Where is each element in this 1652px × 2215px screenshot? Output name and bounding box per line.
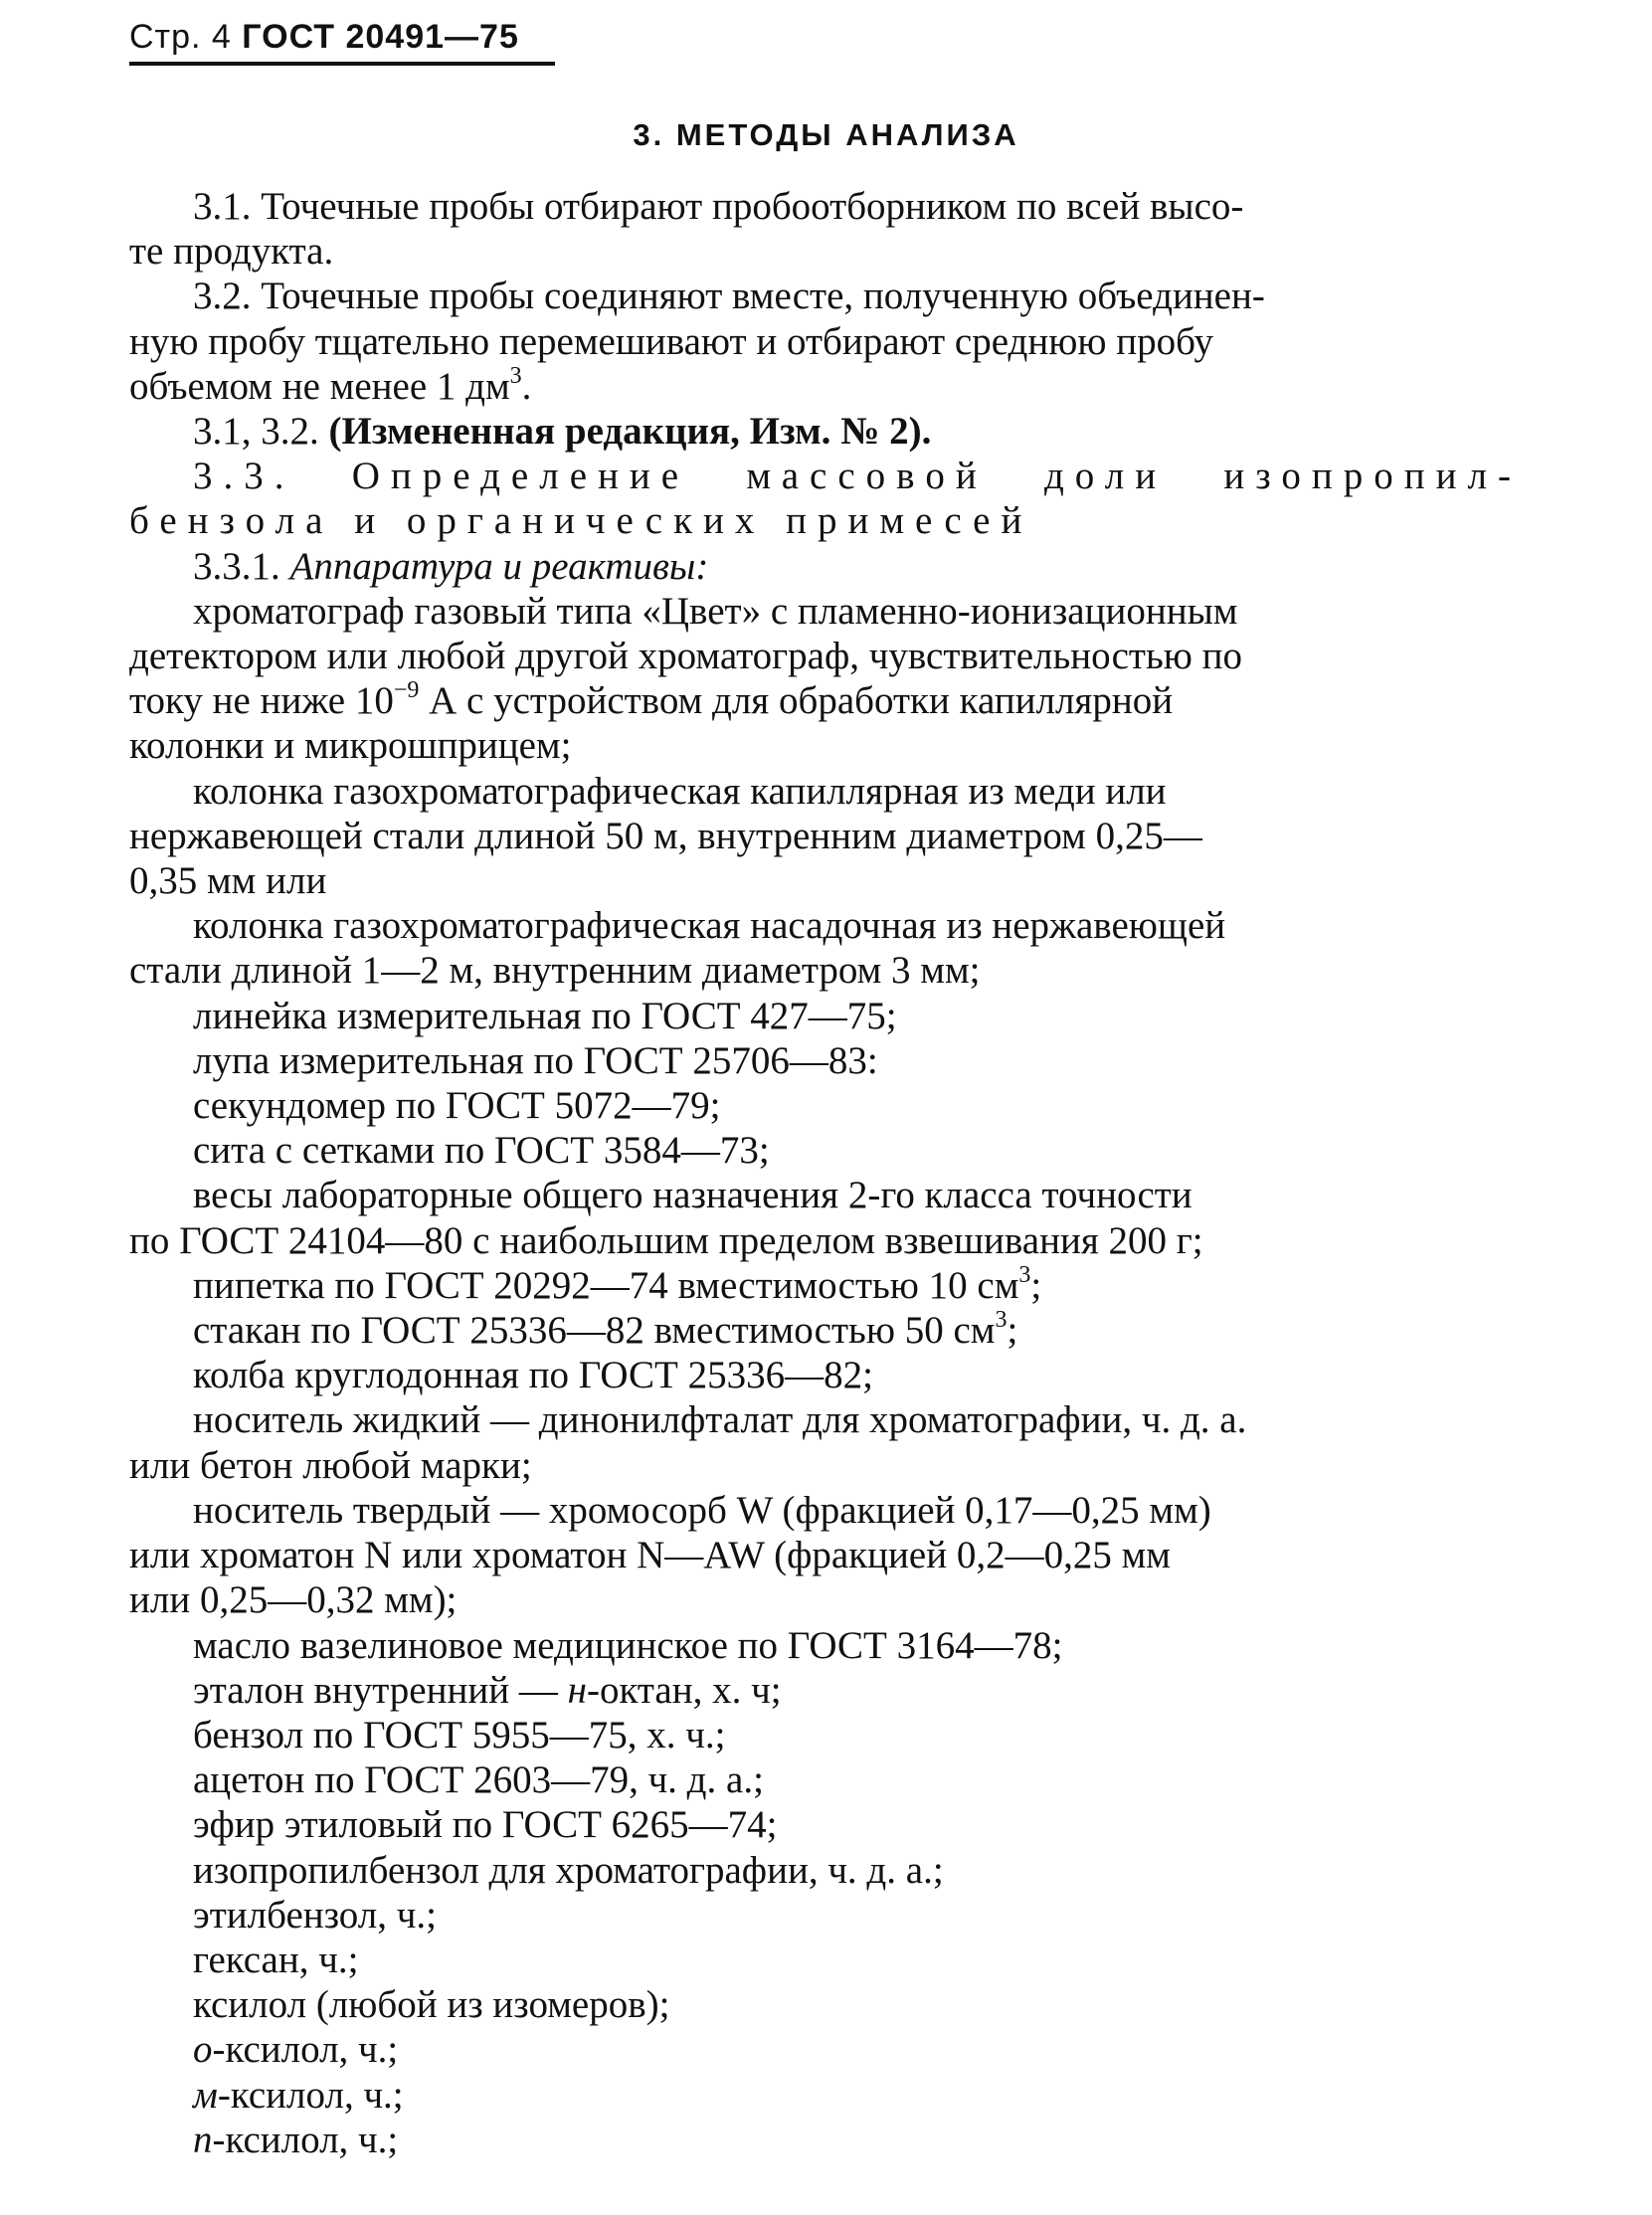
text-fragment: стакан по ГОСТ 25336—82 вместимостью 50 см [193, 1309, 996, 1353]
amendment-note [129, 409, 1522, 454]
text-line: эфир этиловый по ГОСТ 6265—74; [193, 1803, 778, 1847]
subsection-heading: 3.3. Определение массовой доли изопропил- [193, 455, 1522, 498]
text-line: масло вазелиновое медицинское по ГОСТ 3164—78; [193, 1623, 1063, 1667]
document-body [129, 184, 1522, 2162]
amendment-clauses: 3.1, 3.2. [193, 410, 329, 454]
italic-prefix: о [193, 2028, 213, 2072]
text-line: носитель твердый — хромосорб W (фракцией 0,17—0,25 мм) [193, 1488, 1211, 1532]
clause-heading [129, 544, 1522, 589]
superscript: 3 [509, 362, 522, 389]
text-line: нержавеющей стали длиной 50 м, внутренним диаметром 0,25— [129, 814, 1202, 857]
text-line: колба круглодонная по ГОСТ 25336—82; [193, 1354, 873, 1397]
text-line: носитель жидкий — динонилфталат для хроматографии, ч. д. а. [193, 1398, 1247, 1442]
clause-title: Аппаратура и реактивы: [289, 544, 709, 588]
text-line [129, 1308, 1522, 1353]
text-line: те продукта. [129, 230, 334, 274]
text-fragment: току не ниже 10 [129, 679, 394, 723]
text-line: секундомер по ГОСТ 5072—79; [193, 1084, 721, 1128]
text-line [129, 364, 1522, 409]
text-line: ксилол (любой из изомеров); [193, 1983, 670, 2027]
text-line [129, 2118, 1522, 2162]
page-label: Стр. 4 [129, 18, 232, 56]
text-line: сита с сетками по ГОСТ 3584—73; [193, 1129, 770, 1173]
text-line: 3.1. Точечные пробы отбирают пробоотборником по всей высо- [193, 185, 1244, 228]
text-line: колонка газохроматографическая насадочная из нержавеющей [193, 904, 1226, 948]
section-title: 3. МЕТОДЫ АНАЛИЗА [633, 117, 1019, 152]
text-line: или хроматон N или хроматон N—AW (фракцией 0,2—0,25 мм [129, 1534, 1171, 1577]
text-line: бензол по ГОСТ 5955—75, х. ч.; [193, 1713, 726, 1756]
text-line: стали длиной 1—2 м, внутренним диаметром 3 мм; [129, 949, 981, 993]
text-line [129, 2073, 1522, 2118]
text-line: или бетон любой марки; [129, 1443, 532, 1487]
text-line [129, 2027, 1522, 2072]
header-rule [129, 62, 555, 66]
text-line [129, 1668, 1522, 1713]
text-line: гексан, ч.; [193, 1938, 359, 1981]
text-fragment: ; [1007, 1309, 1018, 1353]
text-line [129, 678, 1522, 723]
text-line: изопропилбензол для хроматографии, ч. д. а.; [193, 1848, 944, 1892]
superscript: 3 [1018, 1261, 1031, 1288]
text-fragment: ; [1030, 1263, 1042, 1307]
page-header [129, 18, 519, 57]
text-fragment: А с устройством для обработки капиллярной [419, 679, 1174, 723]
text-fragment: . [521, 364, 532, 408]
text-fragment: -ксилол, ч.; [212, 2118, 399, 2161]
superscript: −9 [393, 677, 420, 704]
text-fragment: -ксилол, ч.; [217, 2073, 404, 2117]
text-line: хроматограф газовый типа «Цвет» с пламенно-ионизационным [193, 589, 1238, 633]
text-fragment: -ксилол, ч.; [212, 2028, 399, 2072]
italic-prefix: п [193, 2118, 213, 2161]
text-fragment: эталон внутренний — [193, 1668, 568, 1712]
text-line: весы лабораторные общего назначения 2-го класса точности [193, 1174, 1193, 1217]
text-line: ную пробу тщательно перемешивают и отбирают среднюю пробу [129, 319, 1214, 363]
text-line: лупа измерительная по ГОСТ 25706—83: [193, 1038, 878, 1082]
text-fragment: объемом не менее 1 дм [129, 364, 510, 408]
clause-number: 3.3.1. [193, 544, 290, 588]
text-fragment: -октан, х. ч; [586, 1668, 782, 1712]
text-line: 3.2. Точечные пробы соединяют вместе, полученную объединен- [193, 275, 1265, 318]
italic-prefix: н [567, 1668, 587, 1712]
text-line: линейка измерительная по ГОСТ 427—75; [193, 994, 897, 1037]
italic-prefix: м [193, 2073, 218, 2117]
text-line [129, 1263, 1522, 1308]
amendment-text: (Измененная редакция, Изм. № 2). [328, 410, 932, 454]
text-line: этилбензол, ч.; [193, 1893, 437, 1937]
text-line: колонки и микрошприцем; [129, 724, 572, 768]
text-line: ацетон по ГОСТ 2603—79, ч. д. а.; [193, 1758, 764, 1802]
text-line: 0,35 мм или [129, 859, 327, 903]
standard-number: ГОСТ 20491—75 [242, 18, 519, 56]
text-fragment: пипетка по ГОСТ 20292—74 вместимостью 10 см [193, 1263, 1019, 1307]
text-line: детектором или любой другой хроматограф, чувствительностью по [129, 635, 1243, 678]
text-line: или 0,25—0,32 мм); [129, 1578, 458, 1622]
text-line: по ГОСТ 24104—80 с наибольшим пределом взвешивания 200 г; [129, 1218, 1203, 1262]
superscript: 3 [995, 1307, 1008, 1334]
subsection-heading: бензола и органических примесей [129, 499, 1033, 543]
text-line: колонка газохроматографическая капиллярная из меди или [193, 769, 1167, 813]
